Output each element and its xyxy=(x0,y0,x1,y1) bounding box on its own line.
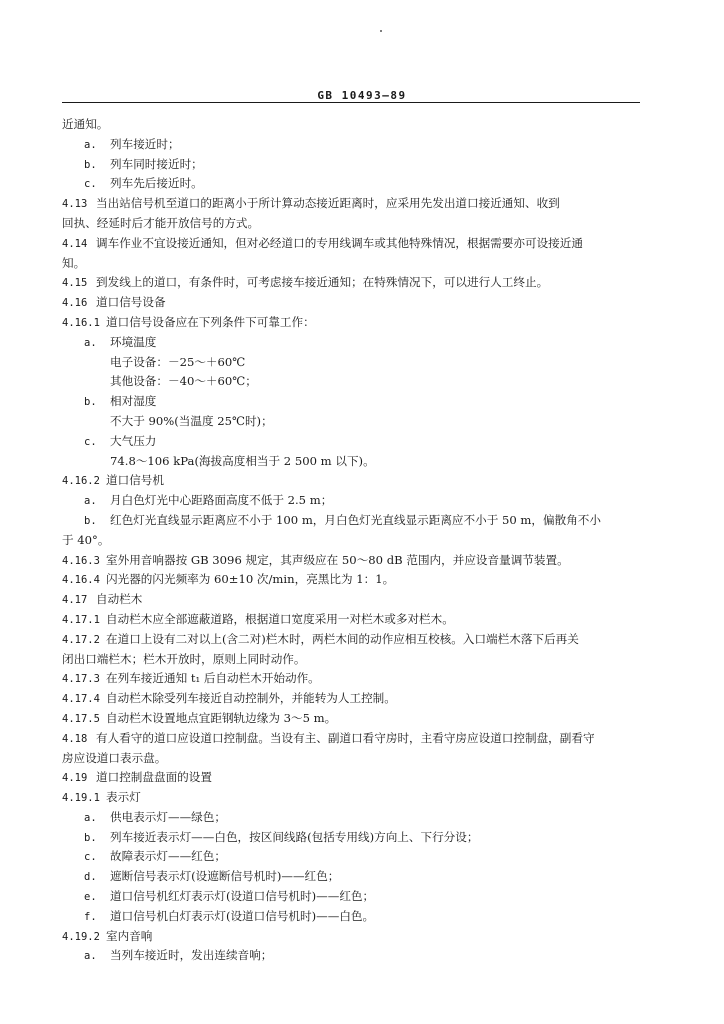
clause-line xyxy=(62,669,640,689)
clause-number: 4.17.1 xyxy=(62,613,100,626)
line-text: 室内音响 xyxy=(106,928,153,943)
item-marker: e. xyxy=(84,891,97,904)
list-item xyxy=(62,907,640,927)
list-item xyxy=(62,432,640,452)
item-marker: b. xyxy=(84,831,97,844)
list-item xyxy=(62,491,640,511)
line-text: 月白色灯光中心距路面高度不低于 2.5 m； xyxy=(110,493,333,508)
clause-line xyxy=(62,709,640,729)
clause-number: 4.13 xyxy=(62,198,88,211)
clause-number: 4.17.3 xyxy=(62,673,100,686)
list-item xyxy=(62,333,640,353)
line-text: 到发线上的道口，有条件时，可考虑接车接近通知；在特殊情况下，可以进行人工终止。 xyxy=(96,275,549,290)
line-text: 列车先后接近时。 xyxy=(110,176,203,191)
line-text: 红色灯光直线显示距离应不小于 100 m，月白色灯光直线显示距离应不小于 50 m，偏散角不小 xyxy=(110,512,601,527)
clause-number: 4.19 xyxy=(62,772,88,785)
line-text: 室外用音响器按 GB 3096 规定，其声级应在 50～80 dB 范围内，并应设音量调节装置。 xyxy=(106,552,569,567)
clause-number: 4.16.1 xyxy=(62,316,100,329)
line-text: 闭出口端栏木；栏木开放时，原则上同时动作。 xyxy=(62,651,306,666)
list-item xyxy=(62,808,640,828)
line-text: 表示灯 xyxy=(106,790,141,805)
clause-number: 4.19.1 xyxy=(62,792,100,805)
item-marker: a. xyxy=(84,495,97,508)
continuation-line xyxy=(62,254,640,274)
line-text: 闪光器的闪光频率为 60±10 次/min，亮黑比为 1：1。 xyxy=(106,572,395,587)
clause-number: 4.15 xyxy=(62,277,88,290)
line-text: 74.8～106 kPa(海拔高度相当于 2 500 m 以下)。 xyxy=(110,453,375,468)
line-text: 在列车接近通知 t₁ 后自动栏木开始动作。 xyxy=(106,671,320,686)
list-item xyxy=(62,511,640,531)
clause-line xyxy=(62,293,640,313)
line-text: 相对湿度 xyxy=(110,394,157,409)
item-detail-line xyxy=(62,372,640,392)
clause-line xyxy=(62,273,640,293)
clause-line xyxy=(62,471,640,491)
line-text: 遮断信号表示灯(设遮断信号机时)——红色； xyxy=(110,869,340,884)
list-item xyxy=(62,392,640,412)
scan-speck xyxy=(380,30,382,32)
continuation-line xyxy=(62,214,640,234)
item-marker: b. xyxy=(84,158,97,171)
clause-line xyxy=(62,610,640,630)
header-rule xyxy=(62,102,640,103)
line-text: 回执、经延时后才能开放信号的方式。 xyxy=(62,215,260,230)
line-text: 其他设备：－40～＋60℃； xyxy=(110,374,257,389)
line-text: 知。 xyxy=(62,255,86,270)
item-marker: c. xyxy=(84,851,97,864)
line-text: 电子设备：－25～＋60℃ xyxy=(110,354,246,369)
item-marker: c. xyxy=(84,178,97,191)
list-item xyxy=(62,155,640,175)
continuation-line xyxy=(62,749,640,769)
clause-number: 4.19.2 xyxy=(62,930,100,943)
clause-line xyxy=(62,927,640,947)
line-text: 道口信号设备 xyxy=(96,295,166,310)
item-marker: a. xyxy=(84,138,97,151)
line-text: 自动栏木除受列车接近自动控制外，并能转为人工控制。 xyxy=(106,691,396,706)
item-marker: a. xyxy=(84,950,97,963)
item-marker: a. xyxy=(84,811,97,824)
line-text: 不大于 90%(当温度 25℃时)； xyxy=(110,413,273,428)
list-item xyxy=(62,847,640,867)
clause-number: 4.17.5 xyxy=(62,712,100,725)
line-text: 在道口上设有二对以上(含二对)栏木时，两栏木间的动作应相互校核。入口端栏木落下后再关 xyxy=(106,631,579,646)
line-text: 道口信号设备应在下列条件下可靠工作： xyxy=(106,314,315,329)
line-text: 环境温度 xyxy=(110,334,157,349)
line-text: 有人看守的道口应设道口控制盘。当设有主、副道口看守房时，主看守房应设道口控制盘，副看守 xyxy=(96,730,595,745)
list-item xyxy=(62,946,640,966)
clause-number: 4.16.3 xyxy=(62,554,100,567)
item-marker: b. xyxy=(84,514,97,527)
clause-number: 4.17.2 xyxy=(62,633,100,646)
line-text: 列车接近表示灯——白色，按区间线路(包括专用线)方向上、下行分设； xyxy=(110,829,479,844)
list-item xyxy=(62,135,640,155)
line-text: 当列车接近时，发出连续音响； xyxy=(110,948,273,963)
clause-line xyxy=(62,313,640,333)
item-marker: c. xyxy=(84,435,97,448)
clause-number: 4.16.2 xyxy=(62,475,100,488)
clause-line xyxy=(62,788,640,808)
line-text: 当出站信号机至道口的距离小于所计算动态接近距离时，应采用先发出道口接近通知、收到 xyxy=(96,196,560,211)
line-text: 自动栏木 xyxy=(96,592,143,607)
clause-line xyxy=(62,551,640,571)
continuation-line xyxy=(62,650,640,670)
clause-number: 4.17.4 xyxy=(62,693,100,706)
line-text: 道口信号机白灯表示灯(设道口信号机时)——白色。 xyxy=(110,908,375,923)
item-detail-line xyxy=(62,412,640,432)
clause-line xyxy=(62,630,640,650)
line-text: 自动栏木应全部遮蔽道路，根据道口宽度采用一对栏木或多对栏木。 xyxy=(106,611,454,626)
list-item xyxy=(62,867,640,887)
line-text: 大气压力 xyxy=(110,433,157,448)
list-item xyxy=(62,887,640,907)
line-text: 道口控制盘盘面的设置 xyxy=(96,770,212,785)
line-text: 自动栏木设置地点宜距钢轨边缘为 3～5 m。 xyxy=(106,710,337,725)
standard-code-header: GB 10493—89 xyxy=(317,89,407,102)
clause-number: 4.18 xyxy=(62,732,88,745)
line-text: 供电表示灯——绿色； xyxy=(110,809,226,824)
item-marker: f. xyxy=(84,910,97,923)
clause-line xyxy=(62,768,640,788)
list-item xyxy=(62,828,640,848)
continuation-line xyxy=(62,531,640,551)
line-text: 列车同时接近时； xyxy=(110,156,203,171)
clause-number: 4.14 xyxy=(62,237,88,250)
item-marker: b. xyxy=(84,396,97,409)
clause-line xyxy=(62,689,640,709)
clause-line xyxy=(62,590,640,610)
line-text: 道口信号机 xyxy=(106,473,164,488)
item-marker: d. xyxy=(84,871,97,884)
line-text: 列车接近时； xyxy=(110,136,180,151)
line-text: 道口信号机红灯表示灯(设道口信号机时)——红色； xyxy=(110,889,375,904)
clause-number: 4.16.4 xyxy=(62,574,100,587)
item-marker: a. xyxy=(84,336,97,349)
document-body xyxy=(62,115,640,966)
clause-line xyxy=(62,570,640,590)
line-text: 调车作业不宜设接近通知，但对必经道口的专用线调车或其他特殊情况，根据需要亦可设接近通 xyxy=(96,235,583,250)
line-text: 房应设道口表示盘。 xyxy=(62,750,167,765)
item-detail-line xyxy=(62,353,640,373)
clause-line xyxy=(62,729,640,749)
item-detail-line xyxy=(62,452,640,472)
line-text: 故障表示灯——红色； xyxy=(110,849,226,864)
continuation-line xyxy=(62,115,640,135)
clause-line xyxy=(62,234,640,254)
clause-number: 4.17 xyxy=(62,594,88,607)
list-item xyxy=(62,174,640,194)
clause-number: 4.16 xyxy=(62,297,88,310)
line-text: 近通知。 xyxy=(62,117,109,131)
clause-line xyxy=(62,194,640,214)
line-text: 于 40°。 xyxy=(62,532,110,547)
